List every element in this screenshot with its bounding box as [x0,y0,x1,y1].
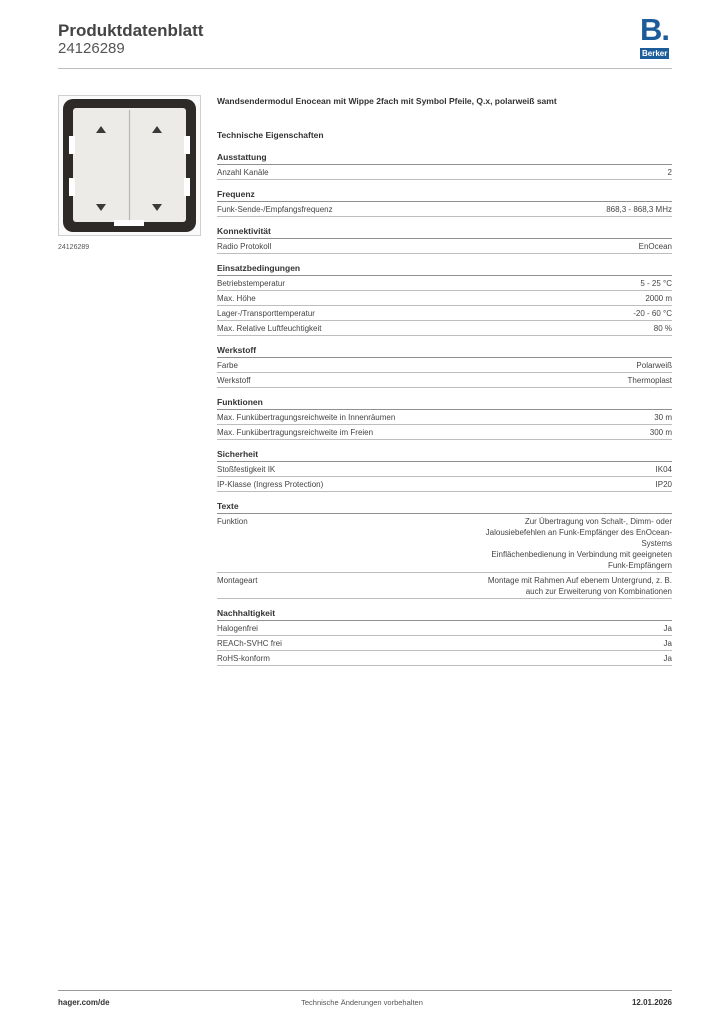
spec-value: 868,3 - 868,3 MHz [606,205,672,214]
spec-value: 30 m [654,413,672,422]
spec-section [217,448,672,492]
spec-label: IP-Klasse (Ingress Protection) [217,480,324,489]
footer-date: 12.01.2026 [631,998,672,1007]
spec-label: Funk-Sende-/Empfangsfrequenz [217,205,333,214]
spec-row [217,306,672,321]
image-caption: 24126289 [58,244,90,251]
spec-sections [217,151,672,666]
spec-value: Zur Übertragung von Schalt-, Dimm- oder Jalousiebefehlen an Funk-Empfänger des EnOcean- Systems Einflächenbedienung in Verbindung mit geeigneten Funk-Empfängern [485,517,672,570]
spec-label: Max. Funkübertragungsreichweite in Innenräumen [217,413,396,422]
spec-label: Farbe [217,361,238,370]
spec-row [217,165,672,180]
spec-value: Ja [663,639,672,648]
spec-value: IP20 [655,480,672,489]
spec-row [217,462,672,477]
spec-label: RoHS-konform [217,654,270,663]
product-title: Wandsendermodul Enocean mit Wippe 2fach mit Symbol Pfeile, Q.x, polarweiß samt [217,96,557,106]
spec-section [217,225,672,254]
spec-row [217,239,672,254]
section-title: Texte [217,500,672,514]
spec-section [217,344,672,388]
spec-label: Funktion [217,517,248,526]
spec-value: 2000 m [645,294,672,303]
spec-row [217,358,672,373]
spec-value: Thermoplast [627,376,672,385]
spec-row [217,477,672,492]
spec-value: EnOcean [638,242,672,251]
switch-illustration [59,96,200,235]
logo-letter [640,12,674,47]
spec-section [217,151,672,180]
spec-value: IK04 [655,465,672,474]
footer-divider [58,990,672,991]
spec-label: Betriebstemperatur [217,279,286,288]
spec-row [217,514,672,573]
spec-value: 80 % [653,324,672,333]
section-title: Frequenz [217,188,672,202]
header-divider [58,68,672,69]
spec-label: Max. Funkübertragungsreichweite im Freien [217,428,374,437]
spec-label: Radio Protokoll [217,242,272,251]
spec-value: 2 [667,168,672,177]
spec-row [217,291,672,306]
spec-row [217,410,672,425]
logo-dot: . [661,12,670,47]
spec-label: Max. Relative Luftfeuchtigkeit [217,324,322,333]
tech-heading: Technische Eigenschaften [217,130,324,140]
logo-text: Berker [642,49,668,58]
spec-label: Montageart [217,576,258,585]
spec-row [217,202,672,217]
spec-value: Ja [663,624,672,633]
footer-disclaimer: Technische Änderungen vorbehalten [301,998,423,1007]
section-title: Konnektivität [217,225,672,239]
spec-row [217,651,672,666]
datasheet-content [217,94,672,666]
spec-label: Stoßfestigkeit IK [217,465,276,474]
spec-row [217,425,672,440]
spec-section [217,500,672,599]
section-title: Ausstattung [217,151,672,165]
spec-value: Polarweiß [636,361,672,370]
spec-label: Lager-/Transporttemperatur [217,309,315,318]
spec-row [217,573,672,599]
spec-label: REACh-SVHC frei [217,639,282,648]
berker-logo [640,12,674,61]
spec-value: 300 m [649,428,672,437]
section-title: Werkstoff [217,344,672,358]
spec-row [217,373,672,388]
spec-value: Ja [663,654,672,663]
spec-section [217,396,672,440]
spec-section [217,607,672,666]
article-number: 24126289 [58,40,125,57]
spec-label: Werkstoff [217,376,251,385]
spec-section [217,188,672,217]
product-image [58,95,201,236]
footer-website: hager.com/de [58,998,110,1007]
spec-value: -20 - 60 °C [633,309,672,318]
spec-label: Max. Höhe [217,294,256,303]
section-title: Sicherheit [217,448,672,462]
spec-row [217,276,672,291]
spec-row [217,621,672,636]
spec-value: 5 - 25 °C [640,279,672,288]
spec-value: Montage mit Rahmen Auf ebenem Untergrund, z. B. auch zur Erweiterung von Kombinationen [487,576,672,596]
spec-row [217,636,672,651]
logo-letter-b: B [640,12,662,47]
spec-label: Anzahl Kanäle [217,168,269,177]
section-title: Nachhaltigkeit [217,607,672,621]
section-title: Einsatzbedingungen [217,262,672,276]
section-title: Funktionen [217,396,672,410]
spec-section [217,262,672,336]
spec-row [217,321,672,336]
document-title: Produktdatenblatt [58,21,204,40]
spec-label: Halogenfrei [217,624,258,633]
